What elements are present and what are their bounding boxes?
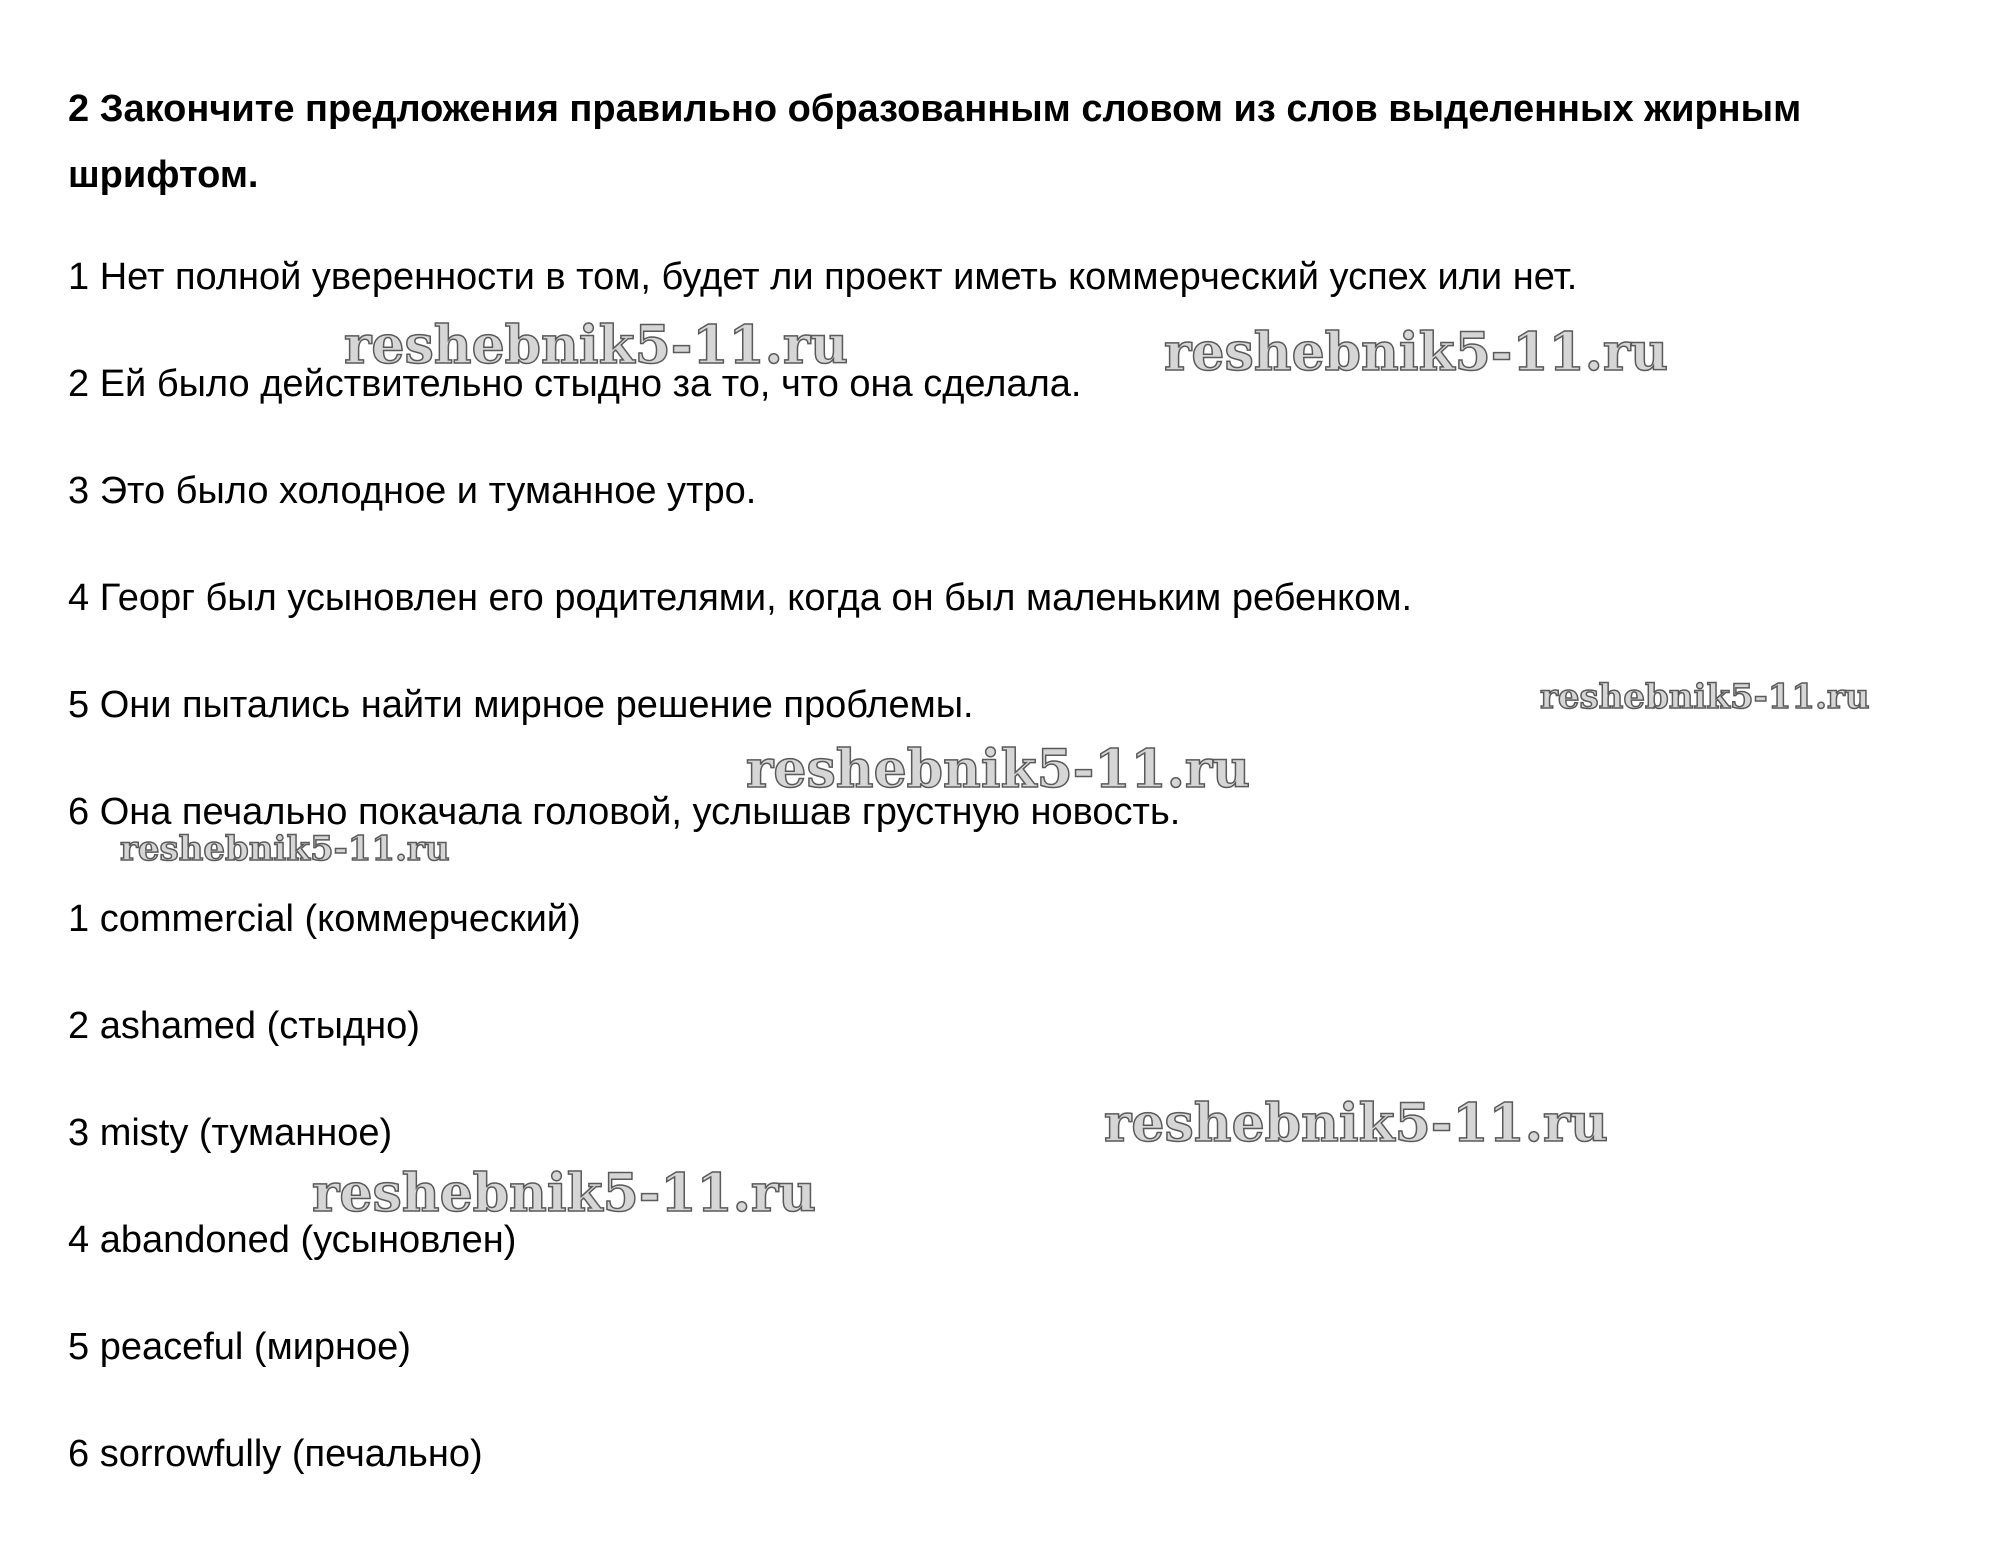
watermark: reshebnik5-11.ru — [120, 829, 450, 869]
watermark: reshebnik5-11.ru — [344, 315, 849, 376]
sentence-3: 3 Это было холодное и туманное утро. — [68, 470, 757, 512]
watermark: reshebnik5-11.ru — [746, 739, 1251, 800]
sentence-6: 6 Она печально покачала головой, услышав грустную новость. — [68, 791, 1181, 833]
answer-5: 5 peaceful (мирное) — [68, 1326, 411, 1368]
sentence-5: 5 Они пытались найти мирное решение проблемы. — [68, 684, 974, 726]
watermark: reshebnik5-11.ru — [1164, 322, 1669, 383]
answer-3: 3 misty (туманное) — [68, 1112, 393, 1154]
answer-1: 1 commercial (коммерческий) — [68, 898, 581, 940]
watermark: reshebnik5-11.ru — [312, 1163, 817, 1224]
task-title: 2 Закончите предложения правильно образованным словом из слов выделенных жирным шрифтом. — [68, 88, 1802, 196]
answer-2: 2 ashamed (стыдно) — [68, 1005, 420, 1047]
answer-4: 4 abandoned (усыновлен) — [68, 1219, 517, 1261]
watermark: reshebnik5-11.ru — [1540, 677, 1870, 717]
answer-6: 6 sorrowfully (печально) — [68, 1433, 483, 1475]
watermark: reshebnik5-11.ru — [1104, 1093, 1609, 1154]
sentence-2: 2 Ей было действительно стыдно за то, что она сделала. — [68, 363, 1082, 405]
sentence-1: 1 Нет полной уверенности в том, будет ли проект иметь коммерческий успех или нет. — [68, 256, 1578, 298]
sentence-4: 4 Георг был усыновлен его родителями, когда он был маленьким ребенком. — [68, 577, 1413, 619]
